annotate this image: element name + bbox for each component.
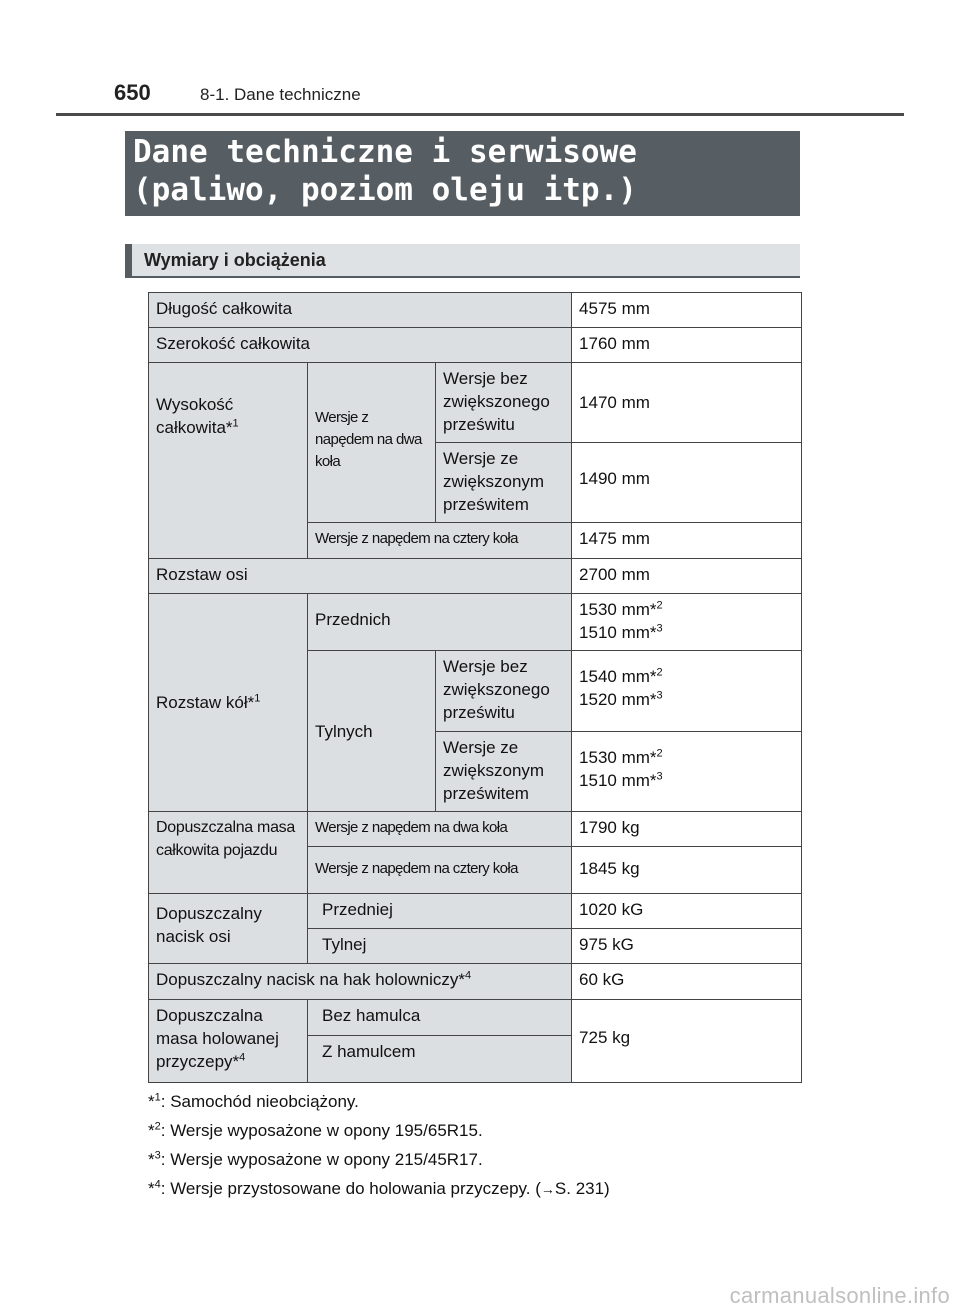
track-rear-raised-value-1: 1530 mm* bbox=[579, 748, 657, 767]
track-rear-raised-ref-3: 3 bbox=[656, 770, 663, 783]
track-front-ref-2: 2 bbox=[656, 599, 663, 612]
track-front-value-1: 1530 mm* bbox=[579, 600, 657, 619]
height-2wd-label: Wersje z napędem na dwa koła bbox=[308, 363, 436, 523]
gvm-label: Dopuszczalna masa całkowita pojazdu bbox=[149, 812, 308, 894]
footnote-3-text: : Wersje wyposażone w opony 215/45R17. bbox=[160, 1150, 483, 1169]
header-rule bbox=[56, 113, 904, 116]
footnote-1-ref: 1 bbox=[154, 1091, 161, 1104]
footnote-4-mark: * bbox=[148, 1179, 155, 1198]
table-row bbox=[149, 363, 802, 443]
table-row bbox=[149, 594, 802, 651]
watermark: carmanualsonline.info bbox=[729, 1283, 950, 1308]
chapter-title bbox=[125, 131, 800, 216]
track-rear-raised-label: Wersje ze zwiększonym prześwitem bbox=[436, 732, 572, 812]
height-std-value: 1470 mm bbox=[572, 363, 802, 443]
footnote-2-ref: 2 bbox=[154, 1120, 161, 1133]
footnote-4-text: : Wersje przystosowane do holowania przyczepy. ( bbox=[160, 1179, 541, 1198]
track-label-text: Rozstaw kół* bbox=[156, 693, 255, 712]
footnote-3-ref: 3 bbox=[154, 1149, 161, 1162]
footnote-4 bbox=[148, 1179, 610, 1208]
page-number: 650 bbox=[114, 80, 151, 105]
gvm-2wd-value: 1790 kg bbox=[572, 812, 802, 847]
width-value: 1760 mm bbox=[572, 328, 802, 363]
trailer-label-text: Dopuszczalna masa holowanej przyczepy* bbox=[156, 1006, 279, 1071]
height-label-text: Wysokość całkowita* bbox=[156, 395, 234, 437]
track-front-label: Przednich bbox=[308, 594, 572, 651]
page-reference-link[interactable]: S. 231) bbox=[554, 1179, 610, 1198]
wheelbase-label: Rozstaw osi bbox=[149, 559, 572, 594]
footnote-4-ref: 4 bbox=[154, 1178, 161, 1191]
height-std-label: Wersje bez zwiększonego prześwitu bbox=[436, 363, 572, 443]
footnote-2 bbox=[148, 1121, 610, 1150]
footnotes bbox=[148, 1092, 610, 1208]
track-rear-label: Tylnych bbox=[308, 651, 436, 812]
track-front-value-2: 1510 mm* bbox=[579, 623, 657, 642]
track-rear-raised-value bbox=[572, 732, 802, 812]
track-front-value bbox=[572, 594, 802, 651]
trailer-brake-label: Z hamulcem bbox=[308, 1036, 572, 1083]
track-rear-std-value-2: 1520 mm* bbox=[579, 690, 657, 709]
length-label: Długość całkowita bbox=[149, 293, 572, 328]
track-rear-std-value bbox=[572, 651, 802, 732]
footnote-1-mark: * bbox=[148, 1092, 155, 1111]
footnote-1 bbox=[148, 1092, 610, 1121]
chapter-title-line-2: (paliwo, poziom oleju itp.) bbox=[133, 172, 637, 208]
track-rear-std-ref-3: 3 bbox=[656, 689, 663, 702]
height-4wd-value: 1475 mm bbox=[572, 523, 802, 559]
axle-front-value: 1020 kG bbox=[572, 894, 802, 929]
track-rear-raised-ref-2: 2 bbox=[656, 747, 663, 760]
gvm-2wd-label: Wersje z napędem na dwa koła bbox=[308, 812, 572, 847]
axle-rear-label: Tylnej bbox=[308, 929, 572, 964]
track-ref: 1 bbox=[254, 692, 261, 705]
height-label bbox=[149, 363, 308, 559]
table-row bbox=[149, 812, 802, 847]
track-rear-std-value-1: 1540 mm* bbox=[579, 667, 657, 686]
table-row bbox=[149, 328, 802, 363]
wheelbase-value: 2700 mm bbox=[572, 559, 802, 594]
table-row bbox=[149, 964, 802, 1000]
footnote-3 bbox=[148, 1150, 610, 1179]
table-row bbox=[149, 293, 802, 328]
table-row bbox=[149, 1000, 802, 1036]
table-row bbox=[149, 894, 802, 929]
axle-front-label: Przedniej bbox=[308, 894, 572, 929]
track-rear-std-ref-2: 2 bbox=[656, 666, 663, 679]
gvm-4wd-value: 1845 kg bbox=[572, 847, 802, 894]
trailer-nobrake-label: Bez hamulca bbox=[308, 1000, 572, 1036]
dimensions-table bbox=[148, 292, 802, 1083]
height-ref: 1 bbox=[232, 417, 239, 430]
axle-label: Dopuszczalny nacisk osi bbox=[149, 894, 308, 964]
chapter-title-line-1: Dane techniczne i serwisowe bbox=[133, 134, 637, 170]
footnote-1-text: : Samochód nieobciążony. bbox=[160, 1092, 359, 1111]
running-head: 8-1. Dane techniczne bbox=[200, 85, 361, 104]
hitch-value: 60 kG bbox=[572, 964, 802, 1000]
axle-rear-value: 975 kG bbox=[572, 929, 802, 964]
hitch-ref: 4 bbox=[465, 969, 472, 982]
trailer-ref: 4 bbox=[239, 1051, 246, 1064]
hitch-label bbox=[149, 964, 572, 1000]
section-heading: Wymiary i obciążenia bbox=[125, 244, 800, 278]
arrow-right-icon: → bbox=[540, 1181, 555, 1197]
track-rear-raised-value-2: 1510 mm* bbox=[579, 771, 657, 790]
hitch-label-text: Dopuszczalny nacisk na hak holowniczy* bbox=[156, 970, 465, 989]
length-value: 4575 mm bbox=[572, 293, 802, 328]
width-label: Szerokość całkowita bbox=[149, 328, 572, 363]
trailer-value: 725 kg bbox=[572, 1000, 802, 1083]
track-rear-std-label: Wersje bez zwiększonego prześwitu bbox=[436, 651, 572, 732]
footnote-2-text: : Wersje wyposażone w opony 195/65R15. bbox=[160, 1121, 483, 1140]
height-4wd-label: Wersje z napędem na cztery koła bbox=[308, 523, 572, 559]
footnote-2-mark: * bbox=[148, 1121, 155, 1140]
height-raised-value: 1490 mm bbox=[572, 443, 802, 523]
footnote-3-mark: * bbox=[148, 1150, 155, 1169]
gvm-4wd-label: Wersje z napędem na cztery koła bbox=[308, 847, 572, 894]
height-raised-label: Wersje ze zwiększonym prześwitem bbox=[436, 443, 572, 523]
track-front-ref-3: 3 bbox=[656, 622, 663, 635]
table-row bbox=[149, 559, 802, 594]
track-label bbox=[149, 594, 308, 812]
trailer-label bbox=[149, 1000, 308, 1083]
